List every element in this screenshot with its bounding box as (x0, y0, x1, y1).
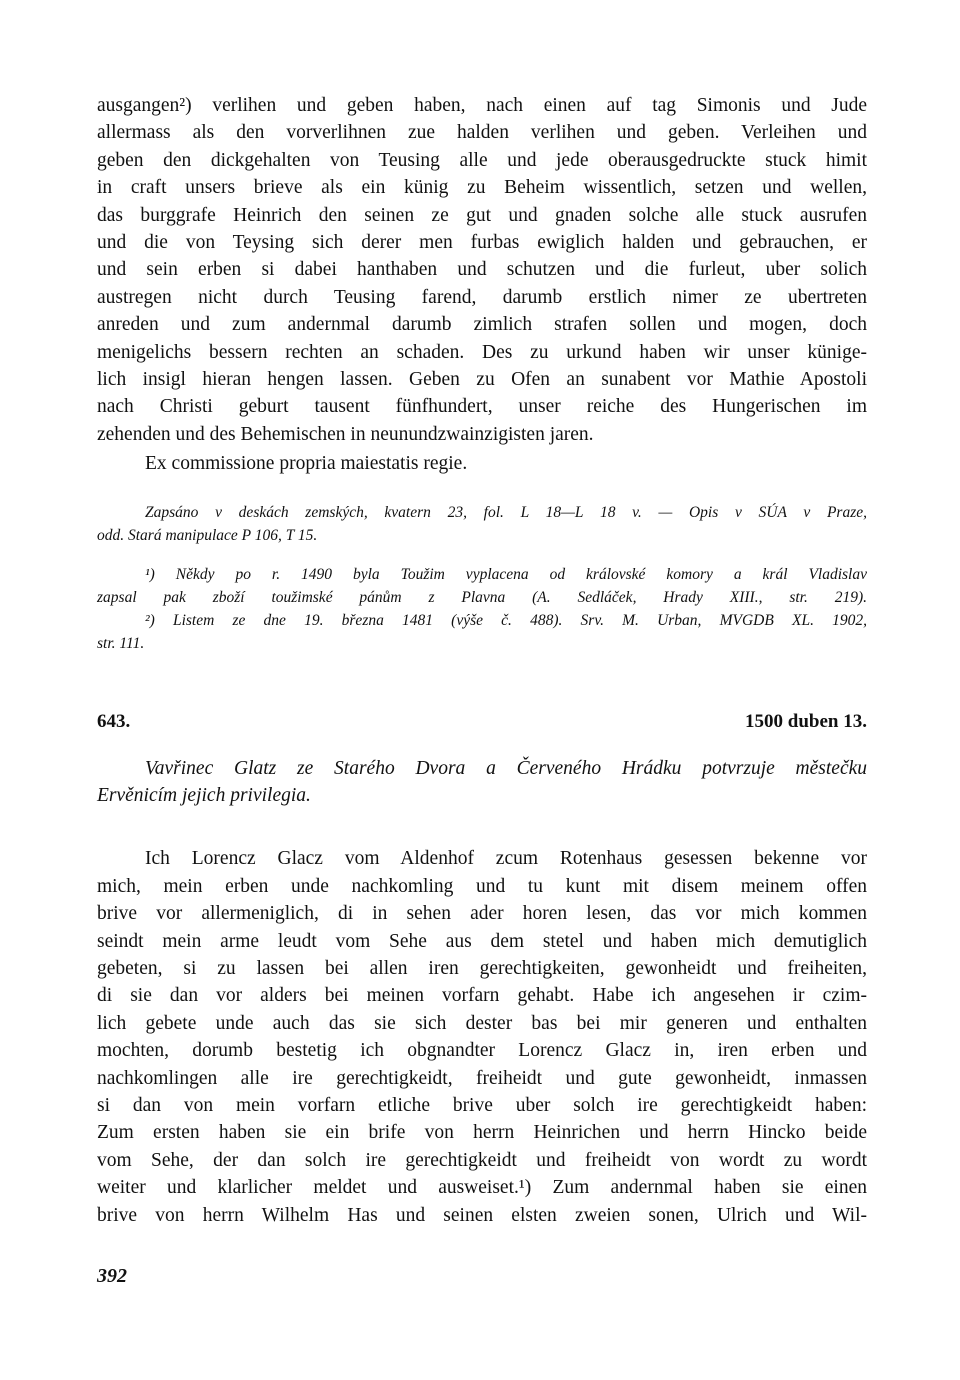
text-line: nachkomlingen alle ire gerechtigkeidt, freiheidt und gute gewonheidt, inmassen (97, 1067, 867, 1089)
text-line: anreden und zum andernmal darumb zimlich strafen sollen und mogen, doch (97, 314, 867, 336)
regest-line: Vavřinec Glatz ze Starého Dvora a Červeného Hrádku potvrzuje městečku (145, 758, 867, 780)
text-line: brive von herrn Wilhelm Has und seinen elsten zweien sonen, Ulrich und Wil- (97, 1204, 867, 1226)
text-line: und sein erben si dabei hanthaben und schutzen und die furleut, uber solich (97, 259, 867, 281)
continuation-text (97, 92, 867, 448)
footnote-line: ²) Listem ze dne 19. března 1481 (výše č. 488). Srv. M. Urban, MVGDB XL. 1902, (145, 612, 867, 630)
text-line: weiter und klarlicher meldet und ausweiset.¹) Zum andernmal haben sie einen (97, 1177, 867, 1199)
text-line: gebeten, si zu lassen bei allen iren gerechtigkeiten, gewonheidt und freiheiten, (97, 957, 867, 979)
page (97, 92, 867, 1229)
footnote-line: str. 111. (97, 635, 145, 653)
text-line: austregen nicht durch Teusing farend, darumb erstlich nimer ze ubertreten (97, 286, 867, 308)
text-line: Zum ersten haben sie ein brife von herrn Heinrichen und herrn Hincko beide (97, 1122, 867, 1144)
text-line: zehenden und des Behemischen in neunundzwainzigisten jaren. (97, 423, 594, 445)
chancery-signature: Ex commissione propria maiestatis regie. (145, 453, 468, 475)
document-header (97, 711, 867, 733)
record-note-line: Zapsáno v deskách zemských, kvatern 23, fol. L 18—L 18 v. — Opis v SÚA v Praze, (145, 504, 867, 522)
text-line: menigelichs bessern rechten an schaden. Des zu urkund haben wir unser künige- (97, 341, 867, 363)
text-line: lich insigl hieran hengen lassen. Geben zu Ofen an sunabent vor Mathie Apostoli (97, 369, 867, 391)
text-line: seindt mein arme leudt vom Sehe aus dem stetel und haben mich demutiglich (97, 930, 867, 952)
text-line: das burggrafe Heinrich den seinen ze gut und gnaden solche alle stuck ausrufen (97, 204, 867, 226)
text-line: geben den dickgehalten von Teusing alle und jede oberausgedruckte stuck himit (97, 149, 867, 171)
document-regest (97, 755, 867, 809)
regest-line: Ervěnicím jejich privilegia. (97, 785, 311, 807)
text-line: si dan von mein vorfarn etliche brive uber solch ire gerechtigkeidt haben: (97, 1094, 867, 1116)
page-number: 392 (97, 1265, 127, 1287)
text-line: nach Christi geburt tausent fünfhundert, unser reiche des Hungerischen im (97, 396, 867, 418)
footnote-line: ¹) Někdy po r. 1490 byla Toužim vyplacena od královské komory a král Vladislav (145, 566, 867, 584)
text-line: brive vor allermeniglich, di in sehen ader horen lesen, das vor mich kommen (97, 903, 867, 925)
document-number: 643. (97, 711, 131, 733)
text-line: lich gebete unde auch das sie sich dester bas bei mir generen und enthalten (97, 1012, 867, 1034)
text-line: und die von Teysing sich derer men furbas ewiglich halden und gebrauchen, er (97, 232, 867, 254)
text-line: vom Sehe, der dan solch ire gerechtigkeidt und freiheidt von wordt zu wordt (97, 1149, 867, 1171)
text-line: mich, mein erben unde nachkomling und tu kunt mit disem meinem offen (97, 875, 867, 897)
document-body (97, 845, 867, 1229)
text-line: in craft unsers brieve als ein künig zu Beheim wissentlich, setzen und wellen, (97, 177, 867, 199)
footnote-line: zapsal pak zboží toužimské pánům z Plavna (A. Sedláček, Hrady XIII., str. 219). (97, 589, 867, 607)
record-note (97, 501, 867, 547)
text-line: mochten, dorumb bestetig ich obgnandter Lorencz Glacz in, iren erben und (97, 1040, 867, 1062)
record-note-line: odd. Stará manipulace P 106, T 15. (97, 527, 318, 545)
text-line: di sie dan vor alders bei meinen vorfarn gehabt. Habe ich angesehen ir czim- (97, 985, 867, 1007)
text-line: Ich Lorencz Glacz vom Aldenhof zcum Rotenhaus gesessen bekenne vor (145, 848, 867, 870)
footnotes (97, 563, 867, 655)
document-date: 1500 duben 13. (745, 711, 867, 733)
text-line: ausgangen²) verlihen und geben haben, nach einen auf tag Simonis und Jude (97, 95, 867, 116)
text-line: allermass als den vorverlihnen zue halden verlihen und geben. Verleihen und (97, 122, 867, 144)
